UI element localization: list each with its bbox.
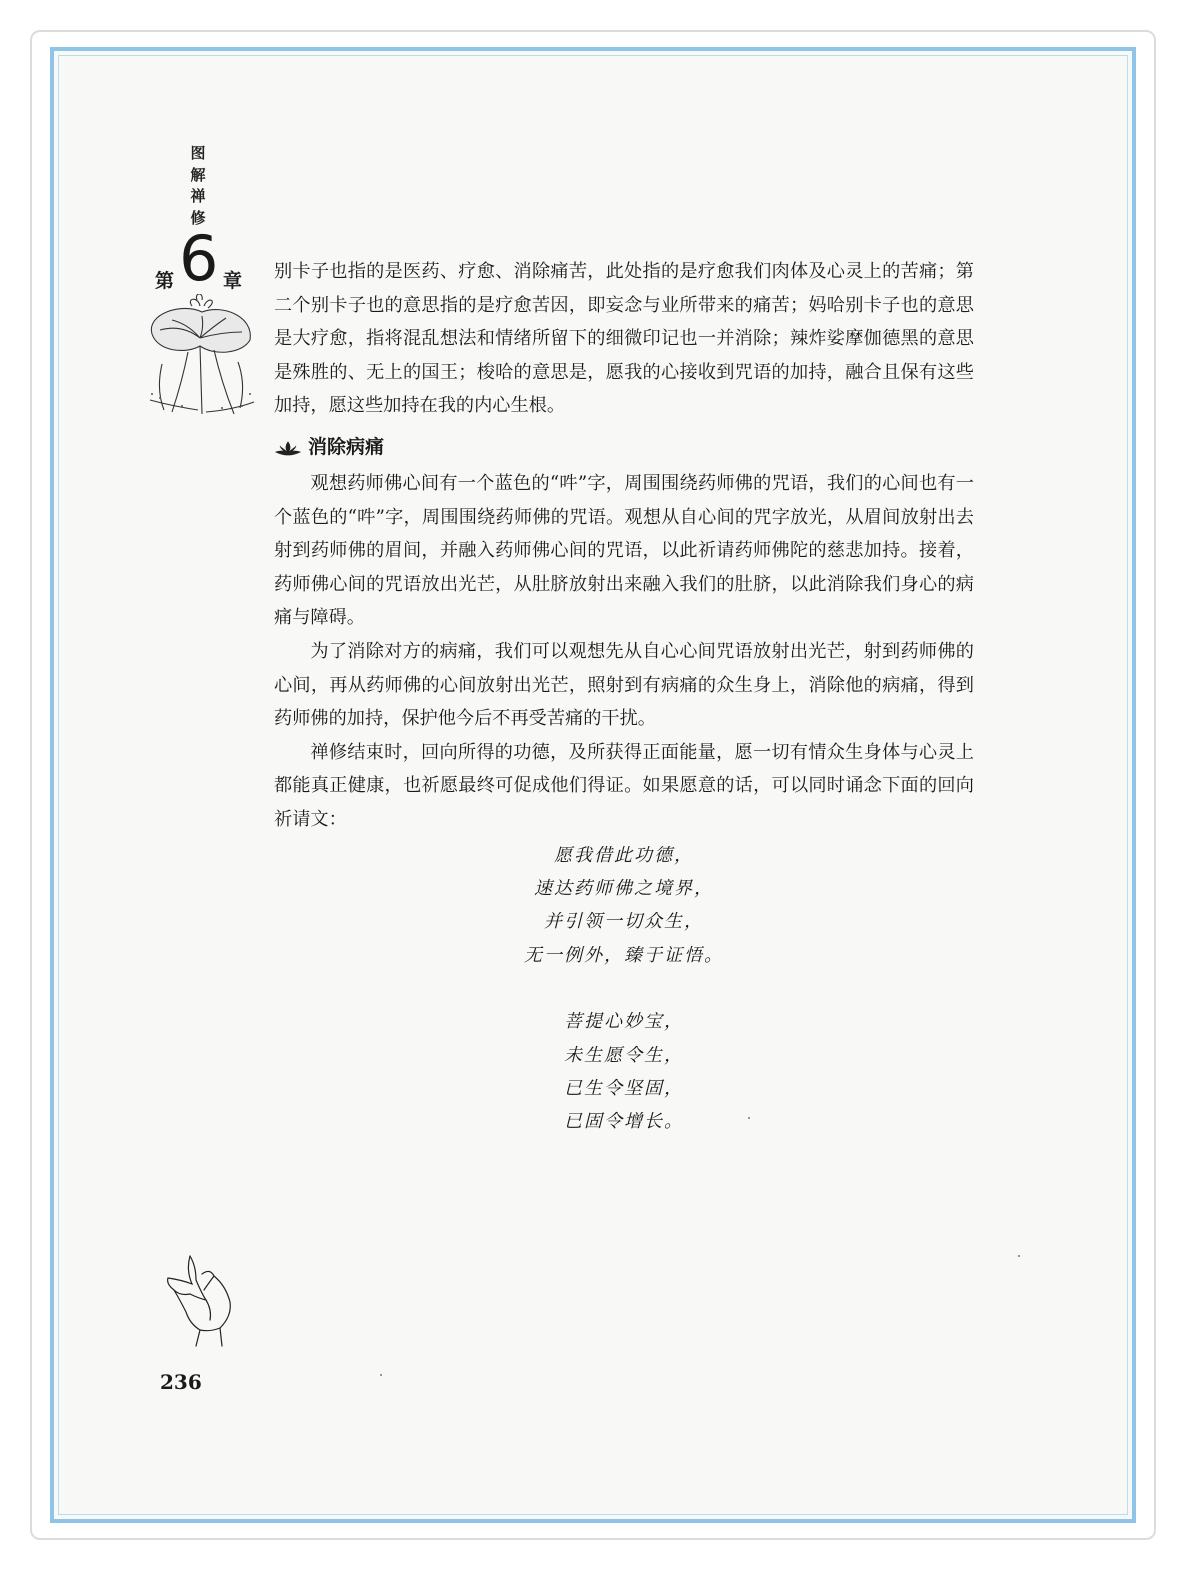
verse-line: 并引领一切众生， [544, 911, 704, 933]
paragraph: 为了消除对方的病痛，我们可以观想先从自心心间咒语放射出光芒，射到药师佛的心间，再从药师佛的心间放射出光芒，照射到有病痛的众生身上，消除他的病痛，得到药师佛的加持，保护他今后不再受苦痛的干扰。 [274, 640, 974, 730]
intro-paragraph: 别卡子也指的是医药、疗愈、消除痛苦，此处指的是疗愈我们肉体及心灵上的苦痛；第二个别卡子也的意思指的是疗愈苦因，即妄念与业所带来的痛苦；妈哈别卡子也的意思是大疗愈，指将混乱想法和情绪所留下的细微印记也一并消除；辣炸娑摩伽德黑的意思是殊胜的、无上的国王；梭哈的意思是，愿我的心接收到咒语的加持，融合且保有这些加持，愿这些加持在我的内心生根。 [274, 261, 974, 417]
page-number: 236 [160, 1370, 202, 1394]
section-heading [274, 431, 974, 465]
series-title-char: 修 [190, 208, 206, 227]
scan-speck [380, 1374, 382, 1376]
verse-line: 无一例外，臻于证悟。 [524, 944, 724, 966]
chapter-prefix: 第 [155, 270, 175, 292]
paragraph: 禅修结束时，回向所得的功德，及所获得正面能量，愿一切有情众生身体与心灵上都能真正健康，也祈愿最终可促成他们得证。如果愿意的话，可以同时诵念下面的回向祈请文： [274, 741, 974, 830]
series-title [186, 143, 210, 229]
chapter-marker [155, 222, 255, 296]
bodhicitta-verse [274, 1005, 974, 1139]
lotus-bullet-icon [274, 440, 302, 456]
section-heading-text: 消除病痛 [308, 436, 385, 459]
scan-speck [748, 1117, 750, 1119]
series-title-char: 解 [190, 165, 206, 184]
series-title-char: 禅 [190, 187, 206, 205]
paragraph: 观想药师佛心间有一个蓝色的“吽”字，周围围绕药师佛的咒语，我们的心间也有一个蓝色的“吽”字，周围围绕药师佛的咒语。观想从自心间的咒字放光，从眉间放射出去射到药师佛的眉间，并融入药师佛心间的咒语，以此祈请药师佛陀的慈悲加持。接着，药师佛心间的咒语放出光芒，从肚脐放射出来融入我们的肚脐，以此消除我们身心的病痛与障碍。 [274, 472, 974, 629]
hand-mudra-illustration [160, 1250, 236, 1350]
verse-line: 菩提心妙宝， [564, 1011, 684, 1033]
verse-line: 未生愿令生， [564, 1044, 684, 1066]
chapter-suffix: 章 [223, 270, 243, 292]
scan-speck [1018, 1255, 1020, 1257]
chapter-number: 6 [179, 222, 219, 295]
series-title-char: 图 [190, 144, 206, 162]
verse-line: 愿我借此功德， [554, 844, 694, 866]
verse-line: 速达药师佛之境界， [534, 877, 714, 899]
verse-line: 已固令增长。 [564, 1111, 684, 1133]
verse-line: 已生令坚固， [564, 1077, 684, 1099]
lotus-leaf-illustration [142, 294, 260, 418]
main-content [274, 255, 974, 1139]
dedication-verse [274, 839, 974, 973]
